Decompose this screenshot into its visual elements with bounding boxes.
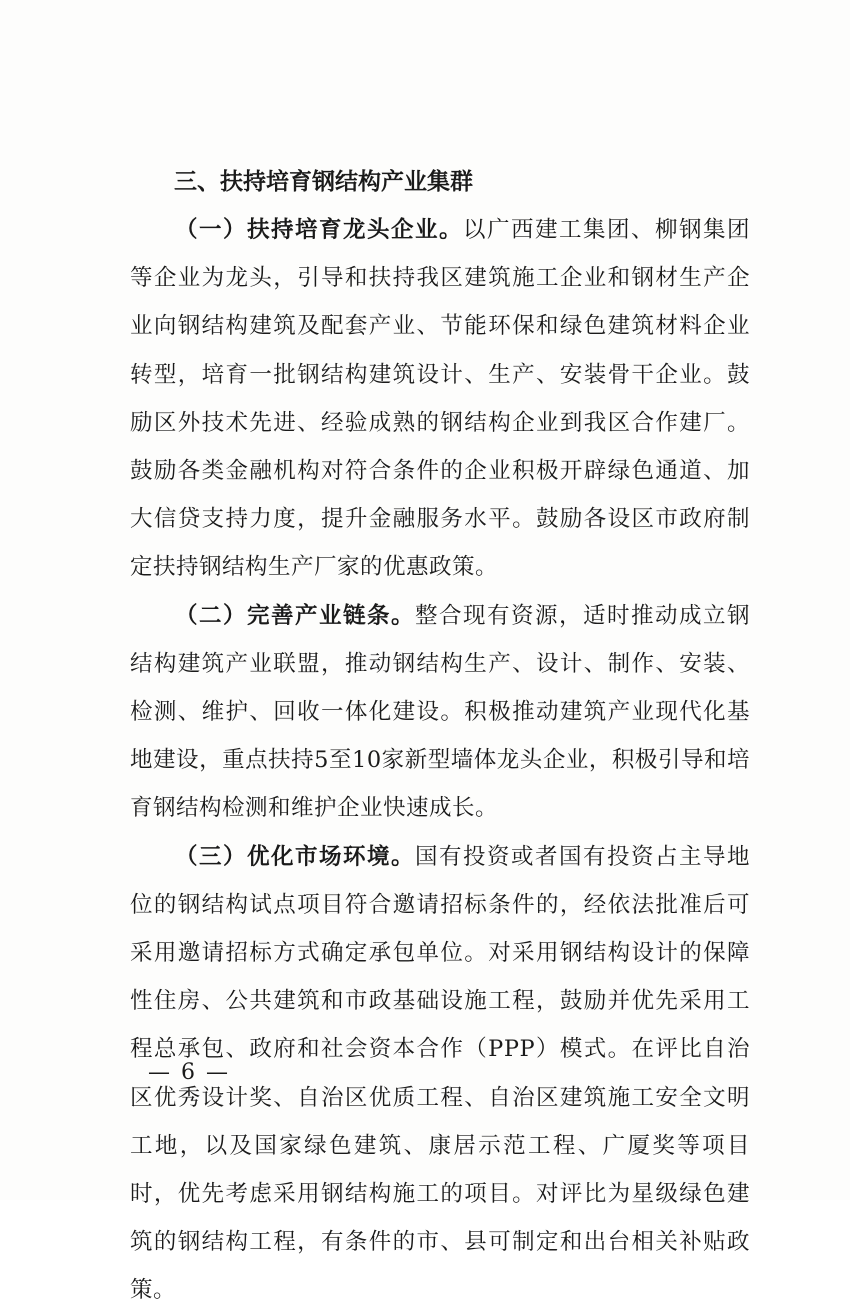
paragraph-lead: （一）扶持培育龙头企业。 [175, 217, 463, 243]
paragraph-lead: （三）优化市场环境。 [175, 843, 415, 870]
paragraph-text: 以广西建工集团、柳钢集团等企业为龙头，引导和扶持我区建筑施工企业和钢材生产企业向钢结构建筑及配套产业、节能环保和绿色建筑材料企业转型，培育一批钢结构建筑设计、生产、安装骨干企业。鼓励区外技术先进、经验成熟的钢结构企业到我区合作建厂。鼓励各类金融机构对符合条件的企业积极开辟绿色通道、加大信贷支持力度，提升金融服务水平。鼓励各设区市政府制定扶持钢结构生产厂家的优惠政策。 [130, 217, 750, 581]
paragraph-text: 整合现有资源，适时推动成立钢结构建筑产业联盟，推动钢结构生产、设计、制作、安装、检测、维护、回收一体化建设。积极推动建筑产业现代化基地建设，重点扶持5至10家新型墙体龙头企业，积极引导和培育钢结构检测和维护企业快速成长。 [130, 602, 750, 822]
section-heading: 三、扶持培育钢结构产业集群 [174, 169, 473, 195]
paragraph-text: 国有投资或者国有投资占主导地位的钢结构试点项目符合邀请招标条件的，经依法批准后可采用邀请招标方式确定承包单位。对采用钢结构设计的保障性住房、公共建筑和市政基础设施工程，鼓励并优先采用工程总承包、政府和社会资本合作（PPP）模式。在评比自治区优秀设计奖、自治区优质工程、自治区建筑施工安全文明工地，以及国家绿色建筑、康居示范工程、广厦奖等项目时，优先考虑采用钢结构施工的项目。对评比为星级绿色建筑的钢结构工程，有条件的市、县可制定和出台相关补贴政策。 [130, 843, 750, 1304]
paragraph-lead: （二）完善产业链条。 [175, 602, 415, 629]
page-number: — 6 — [148, 1060, 230, 1085]
paragraph-leading-enterprises [130, 206, 750, 592]
paragraph-industry-chain [130, 592, 750, 833]
document-body [130, 158, 750, 1315]
